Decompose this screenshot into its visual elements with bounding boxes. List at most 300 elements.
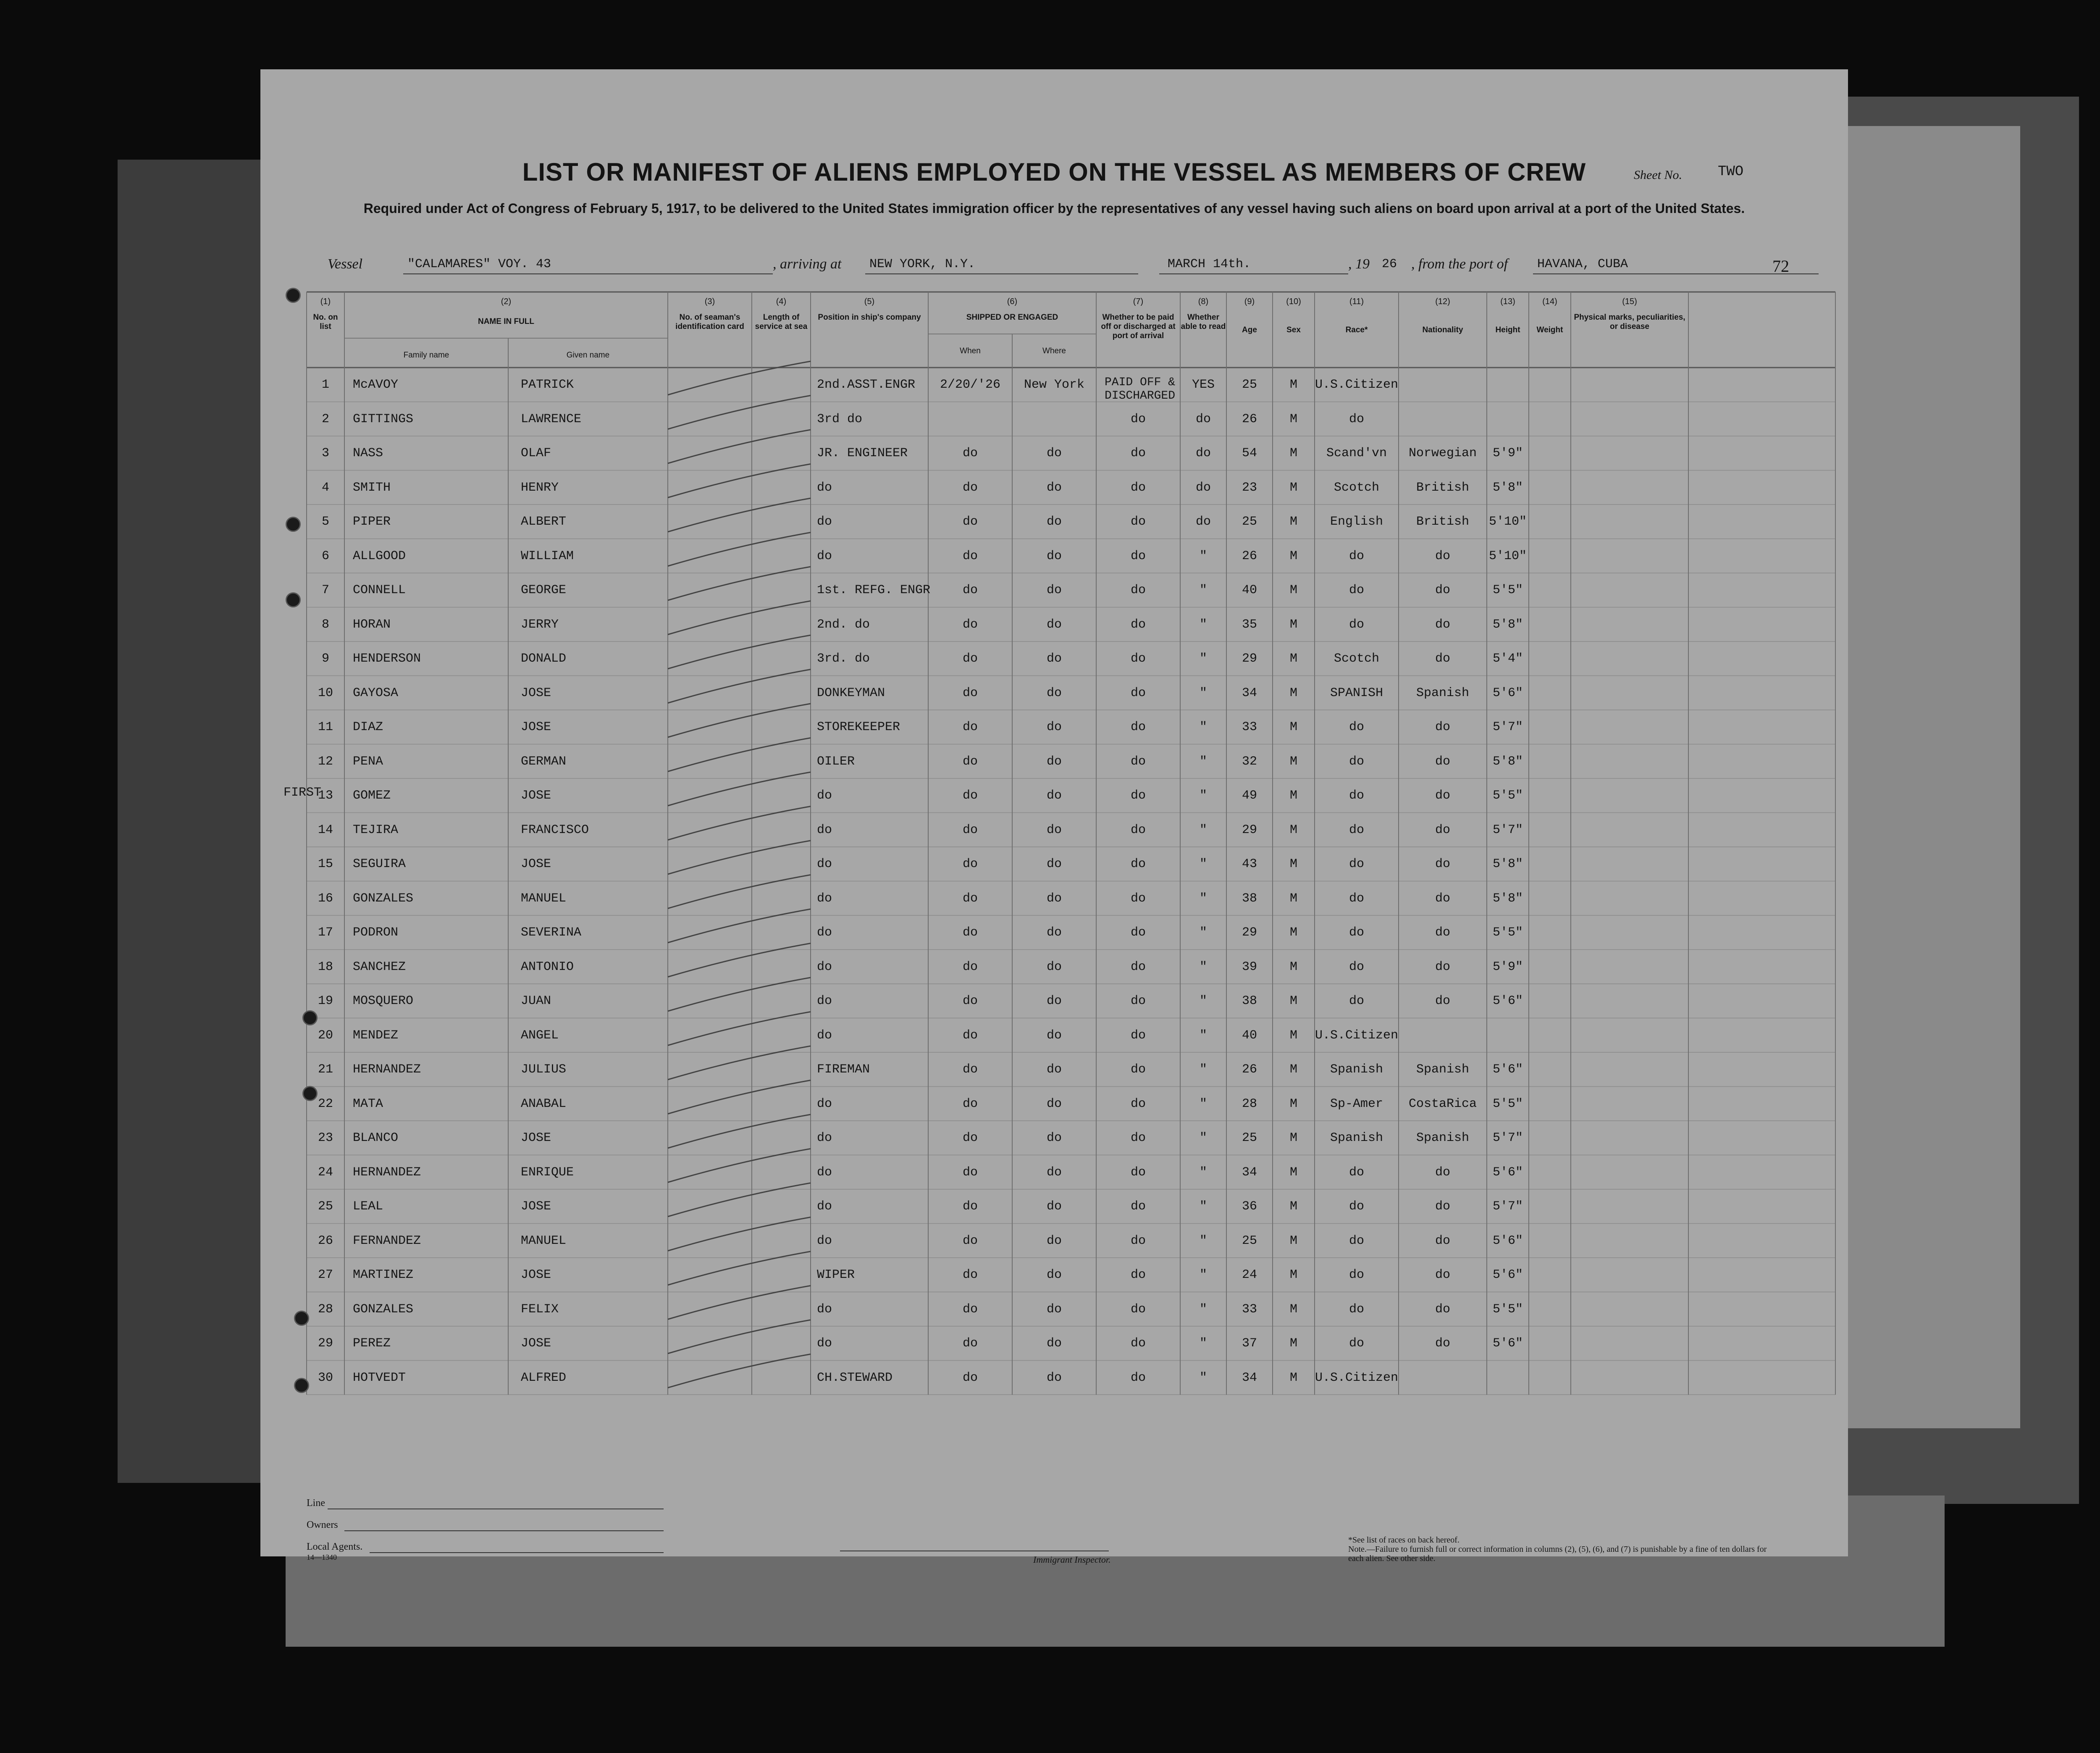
cell-when: do: [962, 480, 978, 495]
cell-race: do: [1349, 788, 1365, 803]
from-port-value: HAVANA, CUBA: [1537, 257, 1628, 271]
cell-age: 29: [1242, 652, 1257, 666]
cell-position: do: [817, 1233, 832, 1248]
cell-position: do: [817, 994, 832, 1008]
cell-given: JOSE: [521, 686, 551, 700]
cell-sex: M: [1289, 1096, 1298, 1111]
cell-height: 5'5": [1492, 583, 1523, 597]
cell-paid: do: [1130, 686, 1146, 700]
crew-ledger-table: [307, 292, 1835, 1481]
cell-height: 5'6": [1492, 994, 1523, 1008]
table-row: [307, 539, 1835, 573]
table-row: [307, 744, 1835, 779]
cell-age: 40: [1242, 1028, 1257, 1043]
cell-given: FRANCISCO: [521, 823, 589, 837]
cell-race: do: [1349, 925, 1365, 940]
cell-read: ": [1199, 1302, 1208, 1317]
cell-race: SPANISH: [1330, 686, 1383, 700]
cell-nat: British: [1416, 480, 1470, 495]
cell-given: JOSE: [521, 1131, 551, 1145]
cell-family: MARTINEZ: [353, 1268, 414, 1282]
table-row: [307, 778, 1835, 813]
cell-position: do: [817, 823, 832, 837]
cell-race: do: [1349, 823, 1365, 837]
cell-age: 25: [1242, 1131, 1257, 1145]
cell-nat: do: [1435, 1336, 1451, 1351]
cell-sex: M: [1289, 1336, 1298, 1351]
cell-read: ": [1199, 857, 1208, 871]
cell-age: 38: [1242, 994, 1257, 1008]
table-row: [307, 915, 1835, 950]
cell-height: 5'6": [1492, 1165, 1523, 1180]
cell-race: do: [1349, 1199, 1365, 1214]
footer-line-underline: [328, 1508, 664, 1509]
cell-family: GITTINGS: [353, 412, 414, 426]
cell-race: Spanish: [1330, 1131, 1383, 1145]
cell-nat: do: [1435, 720, 1451, 734]
cell-nat: do: [1435, 891, 1451, 906]
cell-nat: do: [1435, 788, 1451, 803]
cell-height: 5'6": [1492, 686, 1523, 700]
header-when: When: [960, 347, 981, 355]
cell-paid: do: [1130, 1165, 1146, 1180]
cell-family: SANCHEZ: [353, 959, 406, 974]
cell-position: 3rd. do: [817, 652, 870, 666]
underlying-ledger-strip: [1827, 126, 2020, 1428]
cell-age: 28: [1242, 1096, 1257, 1111]
cell-race: do: [1349, 549, 1365, 563]
cell-when: do: [962, 754, 978, 769]
year-value: 26: [1382, 257, 1397, 271]
cell-family: NASS: [353, 446, 383, 460]
cell-position: OILER: [817, 754, 855, 769]
cell-nat: do: [1435, 549, 1451, 563]
cell-sex: M: [1289, 686, 1298, 700]
cell-when: do: [962, 1233, 978, 1248]
cell-no: 10: [318, 686, 333, 700]
from-port-label: , from the port of: [1411, 256, 1508, 272]
column-number-6: (6): [1007, 297, 1018, 306]
cell-where: do: [1046, 446, 1062, 460]
cell-sex: M: [1289, 1302, 1298, 1317]
cell-race: do: [1349, 1233, 1365, 1248]
cell-position: do: [817, 480, 832, 495]
cell-position: do: [817, 1199, 832, 1214]
cell-sex: M: [1289, 1268, 1298, 1282]
cell-position: JR. ENGINEER: [817, 446, 908, 460]
cell-given: JERRY: [521, 617, 559, 632]
cell-when: do: [962, 549, 978, 563]
table-row: [307, 881, 1835, 916]
cell-read: ": [1199, 1336, 1208, 1351]
cell-when: do: [962, 994, 978, 1008]
cell-given: SEVERINA: [521, 925, 582, 940]
cell-given: JOSE: [521, 720, 551, 734]
cell-family: PIPER: [353, 515, 391, 529]
cell-age: 25: [1242, 515, 1257, 529]
cell-where: New York: [1024, 378, 1085, 392]
cell-where: do: [1046, 1199, 1062, 1214]
cell-height: 5'8": [1492, 480, 1523, 495]
cell-given: LAWRENCE: [521, 412, 582, 426]
punch-hole: [286, 288, 301, 303]
cell-where: do: [1046, 1370, 1062, 1385]
cell-read: ": [1199, 549, 1208, 563]
cell-read: ": [1199, 1028, 1208, 1043]
cell-age: 24: [1242, 1268, 1257, 1282]
cell-where: do: [1046, 1268, 1062, 1282]
cell-when: do: [962, 823, 978, 837]
cell-read: ": [1199, 891, 1208, 906]
cell-given: ANGEL: [521, 1028, 559, 1043]
header-weight: Weight: [1536, 326, 1563, 334]
cell-read: ": [1199, 994, 1208, 1008]
cell-given: HENRY: [521, 480, 559, 495]
table-row: [307, 984, 1835, 1018]
cell-race: do: [1349, 891, 1365, 906]
cell-age: 33: [1242, 1302, 1257, 1317]
cell-family: HOTVEDT: [353, 1370, 406, 1385]
cell-when: do: [962, 1028, 978, 1043]
cell-where: do: [1046, 994, 1062, 1008]
cell-where: do: [1046, 1336, 1062, 1351]
cell-nat: do: [1435, 754, 1451, 769]
cell-when: do: [962, 617, 978, 632]
column-number-9: (9): [1244, 297, 1255, 306]
cell-family: DIAZ: [353, 720, 383, 734]
cell-position: do: [817, 959, 832, 974]
cell-race: Scotch: [1334, 652, 1380, 666]
cell-where: do: [1046, 925, 1062, 940]
column-number-10: (10): [1286, 297, 1301, 306]
cell-sex: M: [1289, 754, 1298, 769]
cell-family: PEREZ: [353, 1336, 391, 1351]
cell-given: OLAF: [521, 446, 551, 460]
column-number-5: (5): [864, 297, 875, 306]
table-row: [307, 710, 1835, 744]
cell-given: JOSE: [521, 1336, 551, 1351]
cell-when: do: [962, 1302, 978, 1317]
header-shipped-engaged: SHIPPED OR ENGAGED: [966, 313, 1058, 322]
cell-family: SMITH: [353, 480, 391, 495]
table-row: [307, 1361, 1835, 1395]
cell-paid: do: [1130, 480, 1146, 495]
cell-where: do: [1046, 617, 1062, 632]
cell-sex: M: [1289, 720, 1298, 734]
cell-read: ": [1199, 1131, 1208, 1145]
cell-given: ALBERT: [521, 515, 567, 529]
cell-position: STOREKEEPER: [817, 720, 900, 734]
table-row: [307, 1326, 1835, 1361]
column-number-12: (12): [1435, 297, 1450, 306]
cell-race: do: [1349, 412, 1365, 426]
cell-read: ": [1199, 754, 1208, 769]
cell-paid: do: [1130, 1199, 1146, 1214]
table-row: [307, 436, 1835, 470]
cell-nat: do: [1435, 959, 1451, 974]
cell-family: HERNANDEZ: [353, 1062, 421, 1077]
cell-position: FIREMAN: [817, 1062, 870, 1077]
cell-no: 22: [318, 1096, 333, 1111]
punch-hole: [302, 1086, 318, 1101]
cell-sex: M: [1289, 378, 1298, 392]
margin-stamp-number: 72: [1772, 257, 1789, 276]
cell-family: FERNANDEZ: [353, 1233, 421, 1248]
column-number-1: (1): [320, 297, 331, 306]
header-length-service: Length of service at sea: [755, 313, 808, 331]
cell-where: do: [1046, 1028, 1062, 1043]
cell-age: 34: [1242, 1165, 1257, 1180]
cell-nat: British: [1416, 515, 1470, 529]
cell-sex: M: [1289, 857, 1298, 871]
cell-family: CONNELL: [353, 583, 406, 597]
cell-no: 7: [321, 583, 330, 597]
table-row: [307, 1121, 1835, 1155]
cell-where: do: [1046, 652, 1062, 666]
cell-when: do: [962, 959, 978, 974]
cell-height: 5'5": [1492, 788, 1523, 803]
cell-nat: Norwegian: [1408, 446, 1477, 460]
cell-read: YES: [1192, 378, 1215, 392]
cell-family: PODRON: [353, 925, 399, 940]
cell-race: Scotch: [1334, 480, 1380, 495]
cell-where: do: [1046, 720, 1062, 734]
cell-sex: M: [1289, 446, 1298, 460]
cell-sex: M: [1289, 1199, 1298, 1214]
cell-where: do: [1046, 857, 1062, 871]
cell-read: ": [1199, 583, 1208, 597]
cell-position: do: [817, 857, 832, 871]
cell-age: 38: [1242, 891, 1257, 906]
cell-family: BLANCO: [353, 1131, 399, 1145]
cell-paid: do: [1130, 1096, 1146, 1111]
column-number-4: (4): [776, 297, 787, 306]
cell-paid: do: [1130, 1336, 1146, 1351]
cell-no: 19: [318, 994, 333, 1008]
cell-family: HENDERSON: [353, 652, 421, 666]
cell-when: do: [962, 1199, 978, 1214]
table-row: [307, 607, 1835, 642]
cell-height: 5'8": [1492, 857, 1523, 871]
cell-nat: do: [1435, 994, 1451, 1008]
cell-sex: M: [1289, 549, 1298, 563]
cell-race: Sp-Amer: [1330, 1096, 1383, 1111]
cell-race: do: [1349, 857, 1365, 871]
cell-family: TEJIRA: [353, 823, 399, 837]
cell-nat: do: [1435, 857, 1451, 871]
cell-when: do: [962, 857, 978, 871]
header-nationality: Nationality: [1422, 326, 1463, 334]
header-family-name: Family name: [403, 351, 449, 360]
cell-read: ": [1199, 1062, 1208, 1077]
cell-where: do: [1046, 686, 1062, 700]
cell-age: 26: [1242, 549, 1257, 563]
first-class-note: FIRST: [284, 786, 322, 800]
cell-paid: do: [1130, 754, 1146, 769]
cell-given: GERMAN: [521, 754, 567, 769]
footer-agents-label: Local Agents.: [307, 1541, 363, 1552]
cell-when: do: [962, 720, 978, 734]
cell-no: 20: [318, 1028, 333, 1043]
cell-position: do: [817, 515, 832, 529]
punch-hole: [302, 1010, 318, 1025]
cell-paid: do: [1130, 652, 1146, 666]
footer-owners-label: Owners: [307, 1519, 338, 1530]
cell-age: 43: [1242, 857, 1257, 871]
cell-where: do: [1046, 583, 1062, 597]
header-name-in-full: NAME IN FULL: [478, 317, 535, 326]
cell-race: U.S.Citizen: [1315, 1370, 1399, 1385]
cell-given: ENRIQUE: [521, 1165, 574, 1180]
cell-age: 29: [1242, 925, 1257, 940]
cell-given: MANUEL: [521, 1233, 567, 1248]
cell-where: do: [1046, 1165, 1062, 1180]
cell-nat: do: [1435, 652, 1451, 666]
cell-given: JUAN: [521, 994, 551, 1008]
cell-no: 14: [318, 823, 333, 837]
cell-age: 25: [1242, 1233, 1257, 1248]
cell-when: do: [962, 1062, 978, 1077]
cell-paid: do: [1130, 823, 1146, 837]
cell-sex: M: [1289, 788, 1298, 803]
cell-nat: do: [1435, 1302, 1451, 1317]
form-subtitle: Required under Act of Congress of February 5, 1917, to be delivered to the United States immigration officer by the representatives of any vessel having such aliens on board upon arrival at a port of the United States.: [363, 201, 1745, 216]
cell-read: do: [1195, 412, 1211, 426]
cell-given: DONALD: [521, 652, 567, 666]
cell-age: 23: [1242, 480, 1257, 495]
cell-given: PATRICK: [521, 378, 574, 392]
cell-paid: do: [1130, 788, 1146, 803]
cell-race: do: [1349, 754, 1365, 769]
sheet-number-value: TWO: [1718, 164, 1744, 180]
table-row: [307, 368, 1835, 402]
cell-nat: do: [1435, 925, 1451, 940]
cell-read: ": [1199, 652, 1208, 666]
header-sex: Sex: [1286, 326, 1301, 334]
column-number-7: (7): [1133, 297, 1144, 306]
table-row: [307, 1052, 1835, 1087]
cell-paid: do: [1130, 720, 1146, 734]
cell-no: 17: [318, 925, 333, 940]
cell-paid: do: [1130, 1268, 1146, 1282]
cell-no: 18: [318, 959, 333, 974]
cell-position: do: [817, 549, 832, 563]
cell-family: HORAN: [353, 617, 391, 632]
cell-paid: do: [1130, 891, 1146, 906]
table-row: [307, 1155, 1835, 1190]
cell-no: 23: [318, 1131, 333, 1145]
footer-inspector-label: Immigrant Inspector.: [1033, 1554, 1111, 1565]
cell-position: do: [817, 788, 832, 803]
cell-no: 28: [318, 1302, 333, 1317]
cell-read: ": [1199, 1199, 1208, 1214]
cell-nat: do: [1435, 617, 1451, 632]
cell-race: do: [1349, 994, 1365, 1008]
cell-sex: M: [1289, 480, 1298, 495]
cell-height: 5'5": [1492, 1302, 1523, 1317]
cell-age: 36: [1242, 1199, 1257, 1214]
table-row: [307, 950, 1835, 984]
cell-no: 9: [321, 652, 330, 666]
cell-no: 27: [318, 1268, 333, 1282]
paid-off-note: PAID OFF & DISCHARGED: [1105, 376, 1176, 402]
cell-given: WILLIAM: [521, 549, 574, 563]
cell-nat: Spanish: [1416, 1062, 1470, 1077]
cell-no: 26: [318, 1233, 333, 1248]
cell-sex: M: [1289, 583, 1298, 597]
cell-position: CH.STEWARD: [817, 1370, 893, 1385]
table-row: [307, 1087, 1835, 1121]
cell-race: do: [1349, 959, 1365, 974]
cell-where: do: [1046, 1233, 1062, 1248]
cell-read: ": [1199, 1370, 1208, 1385]
footer-line-label: Line: [307, 1498, 325, 1509]
cell-family: SEGUIRA: [353, 857, 406, 871]
cell-paid: do: [1130, 515, 1146, 529]
cell-age: 37: [1242, 1336, 1257, 1351]
header-given-name: Given name: [566, 351, 610, 360]
cell-no: 6: [321, 549, 330, 563]
cell-given: JOSE: [521, 788, 551, 803]
cell-paid: do: [1130, 1302, 1146, 1317]
cell-age: 26: [1242, 412, 1257, 426]
cell-family: PENA: [353, 754, 383, 769]
cell-position: 1st. REFG. ENGR: [817, 583, 931, 597]
cell-sex: M: [1289, 652, 1298, 666]
cell-no: 3: [321, 446, 330, 460]
cell-position: do: [817, 1165, 832, 1180]
footer-penalty-note: Note.—Failure to furnish full or correct information in columns (2), (5), (6), and (7) is punishable by a fine of ten dollars for each alien. See other side.: [1348, 1545, 1767, 1563]
cell-position: 2nd. do: [817, 617, 870, 632]
form-title: LIST OR MANIFEST OF ALIENS EMPLOYED ON THE VESSEL AS MEMBERS OF CREW: [522, 158, 1586, 186]
cell-when: do: [962, 583, 978, 597]
footer-form-number: 14—1340: [307, 1553, 337, 1561]
cell-age: 25: [1242, 378, 1257, 392]
cell-height: 5'7": [1492, 720, 1523, 734]
cell-when: do: [962, 686, 978, 700]
cell-height: 5'9": [1492, 446, 1523, 460]
table-row: [307, 402, 1835, 436]
cell-paid: do: [1130, 1370, 1146, 1385]
cell-given: FELIX: [521, 1302, 559, 1317]
punch-hole: [294, 1311, 309, 1326]
cell-paid: do: [1130, 925, 1146, 940]
cell-race: do: [1349, 720, 1365, 734]
cell-no: 30: [318, 1370, 333, 1385]
cell-when: do: [962, 1096, 978, 1111]
cell-height: 5'10": [1488, 515, 1527, 529]
cell-family: GOMEZ: [353, 788, 391, 803]
cell-no: 8: [321, 617, 330, 632]
cell-family: ALLGOOD: [353, 549, 406, 563]
cell-age: 34: [1242, 1370, 1257, 1385]
cell-height: 5'6": [1492, 1268, 1523, 1282]
punch-hole: [286, 517, 301, 532]
cell-family: McAVOY: [353, 378, 399, 392]
table-row: [307, 470, 1835, 505]
table-row: [307, 1018, 1835, 1053]
cell-sex: M: [1289, 959, 1298, 974]
cell-race: do: [1349, 1268, 1365, 1282]
cell-where: do: [1046, 549, 1062, 563]
cell-position: do: [817, 1096, 832, 1111]
cell-sex: M: [1289, 823, 1298, 837]
cell-when: do: [962, 1131, 978, 1145]
cell-read: ": [1199, 617, 1208, 632]
cell-family: MATA: [353, 1096, 383, 1111]
footer-owners-underline: [344, 1530, 664, 1531]
cell-given: JOSE: [521, 1268, 551, 1282]
